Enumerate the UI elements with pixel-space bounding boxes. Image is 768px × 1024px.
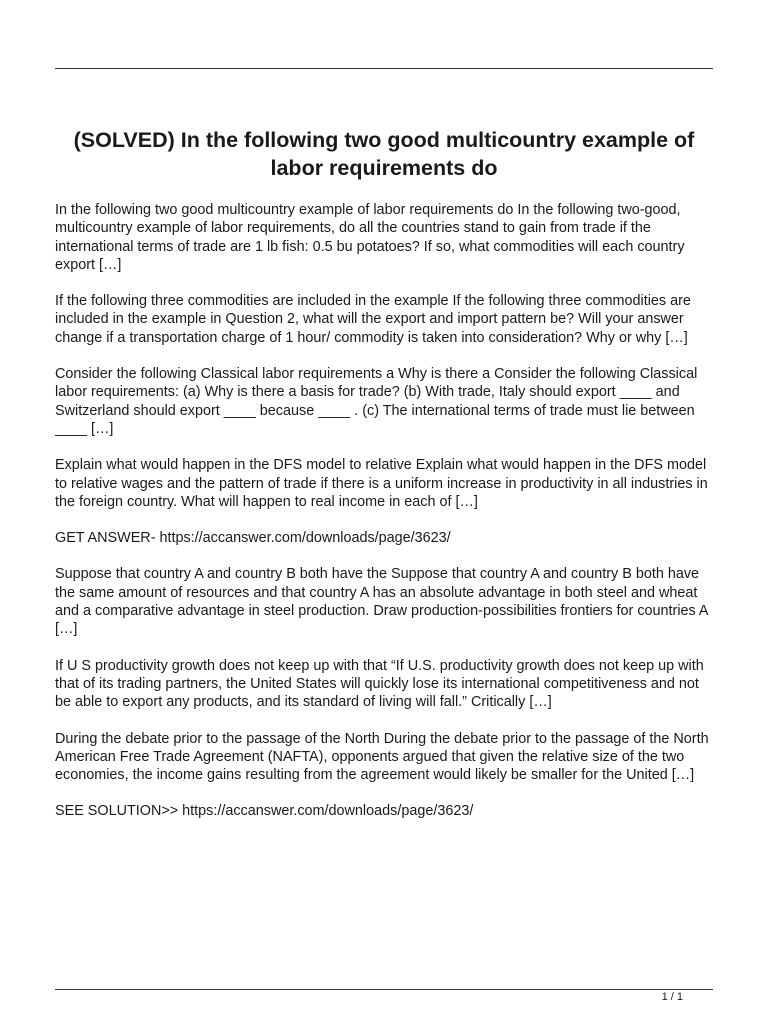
document-body: [55, 201, 715, 839]
paragraph-6: Suppose that country A and country B both have the Suppose that country A and country B both have the same amount of resources and that country A has an absolute advantage in both steel and wheat and a comparative advantage in steel production. Draw production-possibilities frontiers for countries A […]: [55, 566, 708, 638]
paragraph-7: If U S productivity growth does not keep up with that “If U.S. productivity growth does not keep up with that of its trading partners, the United States will quickly lose its international competitiveness and not be able to export any products, and its standard of living will fall.” Critically […]: [55, 657, 704, 711]
paragraph-8: During the debate prior to the passage of the North During the debate prior to the passage of the North American Free Trade Agreement (NAFTA), opponents argued that given the relative size of the two economies, the income gains resulting from the agreement would likely be smaller for the United […]: [55, 730, 709, 784]
paragraph-2: If the following three commodities are included in the example If the following three commodities are included in the example in Question 2, what will the export and import pattern be? Will your answer change if a transportation charge of 1 hour/ commodity is taken into consideration? Why or why […]: [55, 293, 691, 346]
page-number: 1 / 1: [661, 991, 683, 1003]
see-solution-link[interactable]: SEE SOLUTION>> https://accanswer.com/downloads/page/3623/: [55, 803, 474, 820]
top-divider: [55, 68, 713, 69]
paragraph-1: In the following two good multicountry example of labor requirements do In the following two-good, multicountry example of labor requirements, do all the countries stand to gain from trade if the international terms of trade are 1 lb fish: 0.5 bu potatoes? If so, what commodities will each country export […]: [55, 202, 685, 273]
bottom-divider: [55, 989, 713, 990]
get-answer-link[interactable]: GET ANSWER- https://accanswer.com/downloads/page/3623/: [55, 530, 451, 547]
document-title: (SOLVED) In the following two good multicountry example of labor requirements do: [73, 128, 695, 180]
paragraph-3: Consider the following Classical labor requirements a Why is there a Consider the following Classical labor requirements: (a) Why is there a basis for trade? (b) With trade, Italy should export ____ and Switzerland should export ____ because ____ . (c) The international terms of trade must lie between ____ […]: [55, 366, 698, 437]
paragraph-4: Explain what would happen in the DFS model to relative Explain what would happen in the DFS model to relative wages and the pattern of trade if there is a uniform increase in productivity in all industries in the foreign country. What will happen to real income in each of […]: [55, 457, 708, 510]
